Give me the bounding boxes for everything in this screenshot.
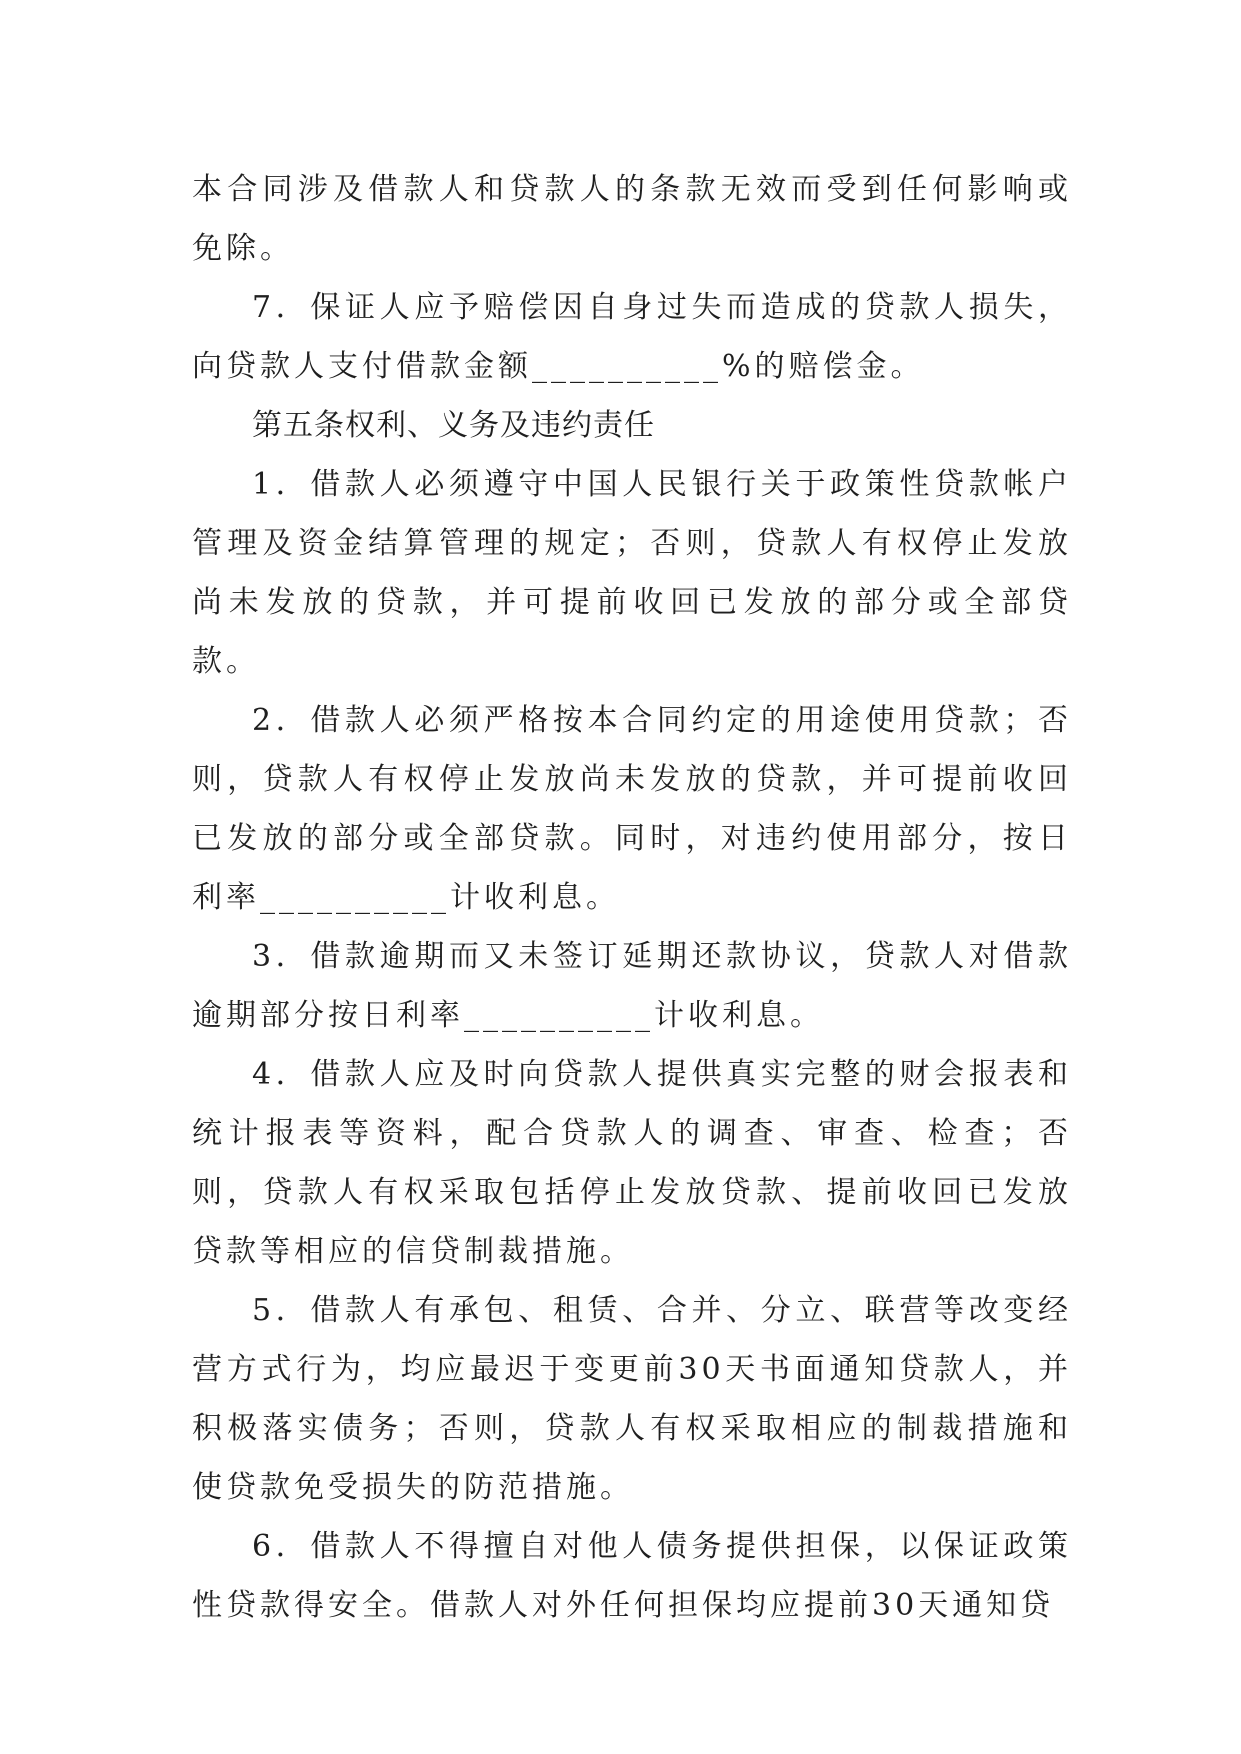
paragraph-clause-4: 4．借款人应及时向贷款人提供真实完整的财会报表和统计报表等资料，配合贷款人的调查、审查、检查；否则，贷款人有权采取包括停止发放贷款、提前收回已发放贷款等相应的信贷制裁措施。 — [192, 1057, 1072, 1269]
paragraph-clause-5: 5．借款人有承包、租赁、合并、分立、联营等改变经营方式行为，均应最迟于变更前30天书面通知贷款人，并积极落实债务；否则，贷款人有权采取相应的制裁措施和使贷款免受损失的防范措施。 — [192, 1293, 1072, 1505]
paragraph-clause-6: 6．借款人不得擅自对他人债务提供担保，以保证政策性贷款得安全。借款人对外任何担保均应提前30天通知贷 — [192, 1529, 1072, 1623]
article-five-heading: 第五条权利、义务及违约责任 — [252, 408, 655, 443]
paragraph-continuation: 本合同涉及借款人和贷款人的条款无效而受到任何影响或免除。 — [192, 172, 1072, 266]
paragraph-clause-3: 3．借款逾期而又未签订延期还款协议，贷款人对借款逾期部分按日利率__________计收利息。 — [192, 939, 1072, 1033]
paragraph-clause-2: 2．借款人必须严格按本合同约定的用途使用贷款；否则，贷款人有权停止发放尚未发放的贷款，并可提前收回已发放的部分或全部贷款。同时，对违约使用部分，按日利率__________计收利息。 — [192, 703, 1072, 915]
paragraph-clause-1: 1．借款人必须遵守中国人民银行关于政策性贷款帐户管理及资金结算管理的规定；否则，贷款人有权停止发放尚未发放的贷款，并可提前收回已发放的部分或全部贷款。 — [192, 467, 1072, 679]
paragraph-guarantor-compensation: 7．保证人应予赔偿因自身过失而造成的贷款人损失，向贷款人支付借款金额__________%的赔偿金。 — [192, 290, 1072, 384]
document-body — [192, 160, 1072, 1635]
